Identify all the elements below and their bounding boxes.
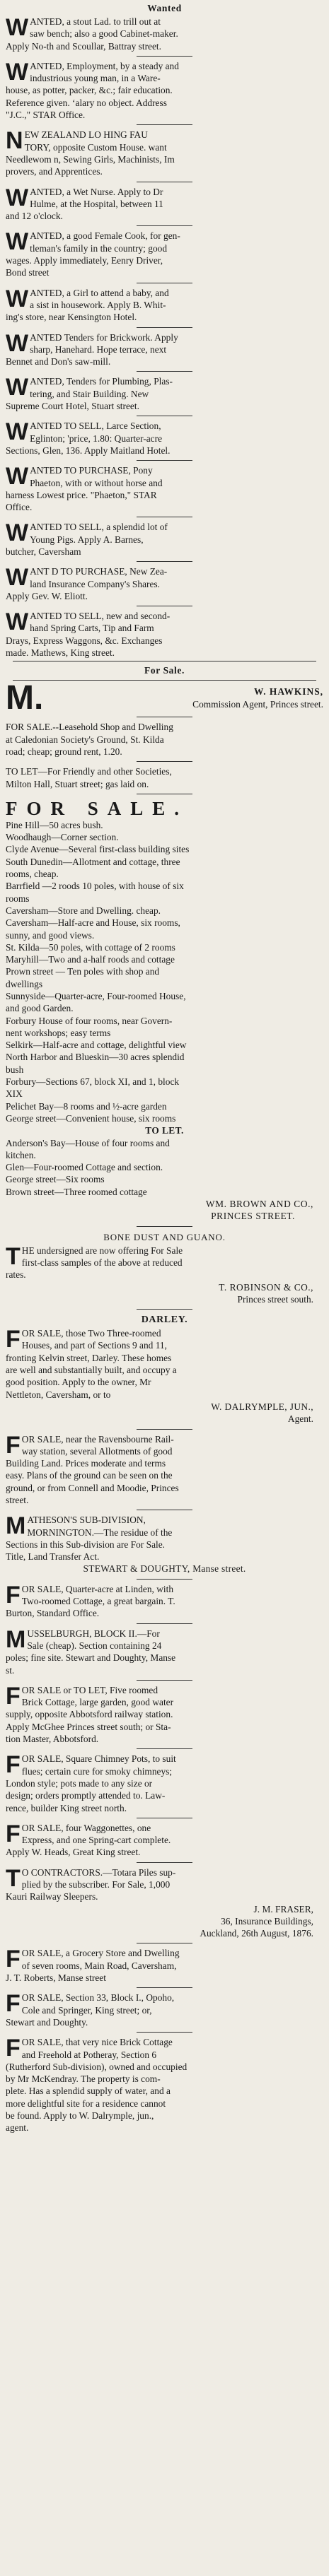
to-let-societies-ad — [6, 765, 323, 790]
for-sale-item: South Dunedin—Allotment and cottage, three — [6, 856, 180, 867]
darley-heading: DARLEY. — [141, 1315, 188, 1326]
for-sale-item: Forbury—Sections 67, block XI, and 1, block — [6, 1076, 180, 1088]
for-sale-ad — [6, 1822, 323, 1859]
ad-signature: STEWART & DOUGHTY, Manse street. — [83, 1563, 246, 1575]
for-sale-item: Pelichet Bay—8 rooms and ½-acre garden — [6, 1100, 167, 1112]
for-sale-item: Barrfield —2 roods 10 poles, with house of six — [6, 881, 184, 892]
ad-divider — [137, 1309, 192, 1310]
ad-line: tion Master, Abbotsford. — [6, 1734, 99, 1745]
ad-line: street. — [6, 1494, 29, 1505]
to-let-list — [6, 1137, 323, 1198]
for-sale-ad — [6, 1992, 323, 2028]
for-sale-item: rooms — [6, 893, 30, 904]
ad-line: OR SALE, near the Ravensbourne Rail- — [21, 1433, 174, 1445]
drop-cap: T — [6, 1864, 21, 1892]
for-sale-item: St. Kilda—50 poles, with cottage of 2 rooms — [6, 941, 175, 953]
for-sale-ad — [6, 2036, 323, 2134]
ad-line: USSELBURGH, BLOCK II.—For — [27, 1628, 160, 1639]
ad-line: Sections in this Sub-division are For Sale. — [6, 1539, 166, 1550]
ad-line: Apply No-th and Scoullar, Battray street. — [6, 40, 161, 52]
drop-cap: W — [6, 463, 29, 490]
for-sale-large-heading: FOR SALE. — [6, 797, 189, 819]
to-let-item: Brown street—Three roomed cottage — [6, 1186, 147, 1197]
ad-signature: Auckland, 26th August, 1876. — [200, 1928, 313, 1939]
ad-line: and 12 o'clock. — [6, 211, 63, 222]
ad-line: Young Pigs. Apply A. Barnes, — [30, 534, 144, 545]
ad-line: first-class samples of the above at reduced — [21, 1257, 183, 1268]
to-let-item: kitchen. — [6, 1149, 36, 1160]
drop-cap: W — [6, 564, 29, 592]
ad-line: Building Land. Prices moderate and terms — [6, 1458, 166, 1469]
hawkins-ad — [6, 679, 323, 717]
ad-divider — [137, 225, 192, 226]
wanted-ad — [6, 565, 323, 602]
for-sale-heading: For Sale. — [144, 665, 185, 676]
ad-line: MORNINGTON.—The residue of the — [27, 1527, 173, 1538]
ad-divider — [137, 124, 192, 125]
ad-line: Express, and one Spring-cart complete. — [21, 1835, 171, 1846]
ad-line: ground, or from Connell and Moodie, Princes — [6, 1482, 179, 1493]
brown-signature — [6, 1198, 323, 1223]
ad-line: Milton Hall, Stuart street; gas laid on. — [6, 778, 149, 789]
ad-line: Office. — [6, 502, 33, 513]
for-sale-item: George street—Convenient house, six rooms — [6, 1112, 176, 1124]
ad-line: ANTED TO SELL, new and second- — [30, 611, 171, 622]
ad-divider — [137, 460, 192, 461]
ad-line: Stewart and Doughty. — [6, 2016, 88, 2028]
for-sale-item: North Harbor and Blueskin—30 acres splendid — [6, 1052, 185, 1063]
ad-line: Title, Land Transfer Act. — [6, 1551, 100, 1563]
ad-line: are well and substantially built, and occupy a — [6, 1365, 177, 1376]
leasehold-ad — [6, 721, 323, 758]
bone-sig-name: T. ROBINSON & CO., — [219, 1281, 313, 1293]
drop-cap: W — [6, 58, 29, 86]
ad-line: wages. Apply immediately, Eenry Driver, — [6, 255, 163, 266]
drop-cap: W — [6, 285, 29, 312]
wanted-ad — [6, 375, 323, 412]
for-sale-ad — [6, 1947, 323, 1984]
wanted-ad — [6, 420, 323, 457]
ad-signature: 36, Insurance Buildings, — [221, 1915, 313, 1927]
for-sale-ad — [6, 1753, 323, 1813]
for-sale-item: Clyde Avenue—Several first-class building sites — [6, 844, 190, 855]
ad-line: Sections, Glen, 136. Apply Maitland Hotel. — [6, 445, 171, 456]
ad-line: HE undersigned are now offering For Sale — [21, 1245, 183, 1256]
ad-divider — [137, 2032, 192, 2033]
ad-line: Needlewom n, Sewing Girls, Machinists, Im — [6, 153, 175, 165]
ad-line: sharp, Hanehard. Hope terrace, next — [30, 343, 167, 355]
ad-line: Bennet and Don's saw-mill. — [6, 356, 111, 367]
drop-cap: W — [6, 374, 29, 401]
ad-divider — [137, 1579, 192, 1580]
ad-line: ANTED TO PURCHASE, Pony — [30, 465, 153, 476]
ad-line: rence, builder King street north. — [6, 1802, 127, 1813]
bone-drop-cap: T — [6, 1242, 21, 1270]
for-sale-item: and good Garden. — [6, 1003, 74, 1014]
ad-divider — [137, 1862, 192, 1863]
for-sale-item: Woodhaugh—Corner section. — [6, 832, 119, 843]
wanted-ad — [6, 521, 323, 558]
drop-cap: W — [6, 228, 29, 256]
to-let-item: George street—Six rooms — [6, 1174, 105, 1185]
wanted-ad — [6, 60, 323, 121]
darley-sig-role: Agent. — [287, 1413, 313, 1425]
ad-line: easy. Plans of the ground can be seen on the — [6, 1470, 173, 1481]
ad-line: Phaeton, with or without horse and — [30, 477, 163, 488]
drop-cap: W — [6, 14, 29, 41]
for-sale-item: Sunnyside—Quarter-acre, Four-roomed House, — [6, 991, 186, 1001]
ad-line: Bond street — [6, 267, 50, 278]
ad-line: Apply W. Heads, Great King street. — [6, 1847, 141, 1858]
ad-line: industrious young man, in a Ware- — [30, 73, 161, 84]
drop-cap: F — [6, 1431, 21, 1459]
ad-line: ANTED TO SELL, Larce Section, — [30, 420, 161, 432]
ad-line: Kauri Railway Sleepers. — [6, 1891, 98, 1902]
ad-line: supply, opposite Abbotsford railway station. — [6, 1709, 173, 1720]
hawkins-title: Commission Agent, Princes street. — [192, 698, 323, 710]
drop-cap: W — [6, 519, 29, 547]
for-sale-item: Prown street — Ten poles with shop and — [6, 966, 160, 977]
ad-line: ANT D TO PURCHASE, New Zea- — [30, 566, 168, 577]
bone-heading: BONE DUST AND GUANO. — [103, 1231, 226, 1242]
ad-line: ANTED, a stout Lad. to trill out at — [30, 16, 161, 27]
ad-line: ANTED TO SELL, a splendid lot of — [30, 522, 168, 533]
ad-divider — [137, 761, 192, 762]
to-let-heading: TO LET. — [145, 1125, 184, 1136]
for-sale-item: bush — [6, 1064, 24, 1075]
ad-line: more delightful site for a residence cannot — [6, 2098, 166, 2109]
for-sale-ad — [6, 1866, 323, 1940]
for-sale-item: Forbury House of four rooms, near Govern- — [6, 1015, 173, 1026]
drop-cap: F — [6, 1820, 21, 1847]
for-sale-ad — [6, 1433, 323, 1507]
ad-line: OR SALE, Section 33, Block I., Opoho, — [21, 1992, 175, 2004]
ad-line: of seven rooms, Main Road, Caversham, — [21, 1960, 177, 1971]
ad-line: by Mr McKendray. The property is com- — [6, 2074, 161, 2085]
hawkins-drop-cap: M. — [6, 679, 44, 717]
ad-line: fronting Kelvin street, Darley. These homes — [6, 1352, 172, 1363]
ad-line: at Caledonian Society's Ground, St. Kilda — [6, 734, 164, 745]
bone-ad — [6, 1242, 323, 1305]
ad-divider — [137, 1680, 192, 1681]
ad-line: Two-roomed Cottage, a great bargain. T. — [21, 1596, 175, 1607]
ad-line: O CONTRACTORS.—Totara Piles sup- — [21, 1866, 176, 1878]
ad-line: way station, several Allotments of good — [21, 1445, 173, 1457]
for-sale-ad — [6, 1583, 323, 1620]
ad-line: ANTED, a good Female Cook, for gen- — [30, 230, 180, 242]
ad-divider — [137, 327, 192, 328]
ad-line: design; orders promptly attended to. Law- — [6, 1790, 166, 1801]
ad-line: ANTED, Employment, by a steady and — [30, 60, 179, 71]
ad-line: (Rutherford Sub-division), owned and occupied — [6, 2061, 187, 2072]
drop-cap: F — [6, 2035, 21, 2062]
ad-line: OR SALE, those Two Three-roomed — [21, 1328, 161, 1339]
ad-line: ANTED, a Girl to attend a baby, and — [30, 287, 169, 298]
ad-line: plete. Has a splendid supply of water, and a — [6, 2086, 171, 2097]
ad-line: harness Lowest price. "Phaeton," STAR — [6, 489, 157, 500]
drop-cap: F — [6, 1682, 21, 1710]
ad-line: agent. — [6, 2122, 29, 2134]
ad-line: Hulme, at the Hospital, between 11 — [30, 198, 163, 209]
ad-line: tleman's family in the country; good — [30, 242, 168, 254]
wanted-ad — [6, 464, 323, 513]
hawkins-name: W. HAWKINS, — [254, 686, 323, 698]
drop-cap: F — [6, 1990, 21, 2018]
ad-line: house, as potter, packer, &c.; fair education. — [6, 85, 173, 96]
ad-line: London style; pots made to any size or — [6, 1777, 153, 1789]
ad-line: Apply McGhee Princes street south; or Sta- — [6, 1721, 171, 1732]
wanted-ad — [6, 331, 323, 368]
wanted-ad — [6, 16, 323, 52]
ad-divider — [137, 1623, 192, 1624]
ad-line: road; cheap; ground rent, 1.20. — [6, 746, 122, 757]
for-sale-item: Pine Hill—50 acres bush. — [6, 819, 103, 830]
drop-cap: F — [6, 1751, 21, 1779]
ad-line: Drays, Express Waggons, &c. Exchanges — [6, 635, 163, 646]
wanted-ad — [6, 610, 323, 659]
brown-street: PRINCES STREET. — [211, 1211, 295, 1222]
ad-divider — [137, 1429, 192, 1430]
darley-sig-name: W. DALRYMPLE, JUN., — [211, 1401, 313, 1412]
ad-line: Reference given. ‘alary no object. Address — [6, 97, 167, 108]
ad-line: flues; certain cure for smoky chimneys; — [21, 1765, 173, 1777]
for-sale-item: Selkirk—Half-acre and cottage, delightful view — [6, 1040, 187, 1051]
ad-divider — [137, 1226, 192, 1227]
ad-line: Nettleton, Caversham, or to — [6, 1389, 111, 1400]
ad-line: OR SALE or TO LET, Five roomed — [21, 1684, 158, 1695]
ad-line: saw bench; also a good Cabinet-maker. — [30, 28, 178, 40]
drop-cap: W — [6, 608, 29, 636]
brown-name: WM. BROWN AND CO., — [205, 1199, 313, 1210]
drop-cap: M — [6, 1512, 26, 1540]
ad-line: "J.C.," STAR Office. — [6, 110, 86, 121]
drop-cap: F — [6, 1946, 21, 1973]
ad-line: hand Spring Carts, Tip and Farm — [30, 623, 154, 634]
for-sale-list — [6, 819, 323, 1124]
ad-line: and Freehold at Potheray, Section 6 — [21, 2049, 157, 2060]
ad-divider — [137, 561, 192, 562]
ad-divider — [137, 1987, 192, 1988]
ad-line: tering, and Stair Building. New — [30, 388, 149, 399]
ad-line: OR SALE, that very nice Brick Cottage — [21, 2037, 173, 2048]
drop-cap: F — [6, 1581, 21, 1608]
for-sale-item: XIX — [6, 1088, 23, 1100]
ad-line: Cole and Springer, King street; or, — [21, 2004, 152, 2016]
drop-cap: W — [6, 418, 29, 446]
section-divider — [13, 680, 316, 681]
ad-line: OR SALE, a Grocery Store and Dwelling — [21, 1948, 180, 1959]
ad-line: plied by the subscriber. For Sale, 1,000 — [21, 1879, 171, 1890]
ad-line: good position. Apply to the owner, Mr — [6, 1377, 151, 1388]
wanted-ad — [6, 129, 323, 177]
ad-line: Burton, Standard Office. — [6, 1608, 100, 1619]
ad-line: FOR SALE.--Leasehold Shop and Dwelling — [6, 722, 173, 733]
ad-divider — [137, 1748, 192, 1749]
ad-line: ANTED Tenders for Brickwork. Apply — [30, 331, 178, 343]
ad-line: Apply Gev. W. Eliott. — [6, 590, 88, 601]
to-let-item: Glen—Four-roomed Cottage and section. — [6, 1162, 163, 1173]
darley-ad — [6, 1327, 323, 1425]
ad-line: a sist in housework. Apply B. Whit- — [30, 299, 166, 310]
ad-line: Sale (cheap). Section containing 24 — [27, 1640, 162, 1651]
for-sale-item: dwellings — [6, 978, 43, 989]
wanted-heading: Wanted — [147, 3, 182, 13]
ad-line: Brick Cottage, large garden, good water — [21, 1697, 174, 1708]
drop-cap: W — [6, 329, 29, 357]
ad-line: poles; fine site. Stewart and Doughty, Manse — [6, 1652, 176, 1664]
ad-line: J. T. Roberts, Manse street — [6, 1972, 106, 1984]
for-sale-item: nent workshops; easy terms — [6, 1027, 111, 1038]
for-sale-item: sunny, and good views. — [6, 929, 95, 941]
ad-divider — [137, 56, 192, 57]
ad-line: be found. Apply to W. Dalrymple, jun., — [6, 2110, 154, 2122]
ad-line: ing's store, near Kensington Hotel. — [6, 312, 137, 323]
ad-line: land Insurance Company's Shares. — [30, 578, 160, 589]
bone-sig-street: Princes street south. — [237, 1293, 313, 1305]
ad-line: butcher, Caversham — [6, 546, 81, 557]
ad-line: rates. — [6, 1269, 26, 1281]
for-sale-ad — [6, 1625, 323, 1676]
for-sale-item: Caversham—Store and Dwelling. cheap. — [6, 905, 161, 916]
ad-line: EW ZEALAND LO HING FAU — [24, 129, 148, 141]
wanted-ad — [6, 287, 323, 324]
ad-line: made. Mathews, King street. — [6, 647, 115, 659]
ad-line: TO LET—For Friendly and other Societies, — [6, 766, 172, 777]
for-sale-item: rooms, cheap. — [6, 869, 59, 880]
for-sale-ad — [6, 1684, 323, 1745]
ad-line: ANTED, a Wet Nurse. Apply to Dr — [30, 186, 163, 197]
darley-drop-cap: F — [6, 1326, 21, 1353]
ad-line: TORY, opposite Custom House. want — [24, 141, 167, 153]
ad-line: ANTED, Tenders for Plumbing, Plas- — [30, 376, 173, 387]
wanted-ad — [6, 186, 323, 223]
drop-cap: W — [6, 184, 29, 211]
to-let-item: Anderson's Bay—House of four rooms and — [6, 1137, 170, 1148]
for-sale-ad — [6, 1514, 323, 1575]
ad-line: OR SALE, Quarter-acre at Linden, with — [21, 1583, 174, 1594]
for-sale-item: Maryhill—Two and a-half roods and cottage — [6, 954, 175, 965]
ad-line: Supreme Court Hotel, Stuart street. — [6, 401, 139, 412]
ad-line: provers, and Apprentices. — [6, 166, 103, 177]
ad-signature: J. M. FRASER, — [253, 1903, 313, 1915]
ad-line: st. — [6, 1664, 15, 1676]
ad-divider — [137, 371, 192, 372]
drop-cap: N — [6, 127, 23, 155]
ad-line: OR SALE, Square Chimney Pots, to suit — [21, 1753, 176, 1765]
wanted-list — [6, 16, 323, 659]
misc-ads-list — [6, 1433, 323, 2134]
ad-line: Houses, and part of Sections 9 and 11, — [21, 1340, 167, 1351]
ad-line: Eglinton; 'price, 1.80: Quarter-acre — [30, 433, 163, 444]
drop-cap: M — [6, 1625, 26, 1653]
ad-line: OR SALE, four Waggonettes, one — [21, 1822, 151, 1833]
for-sale-item: Caversham—Half-acre and House, six rooms, — [6, 917, 180, 929]
ad-line: ATHESON'S SUB-DIVISION, — [27, 1515, 146, 1526]
wanted-ad — [6, 230, 323, 278]
